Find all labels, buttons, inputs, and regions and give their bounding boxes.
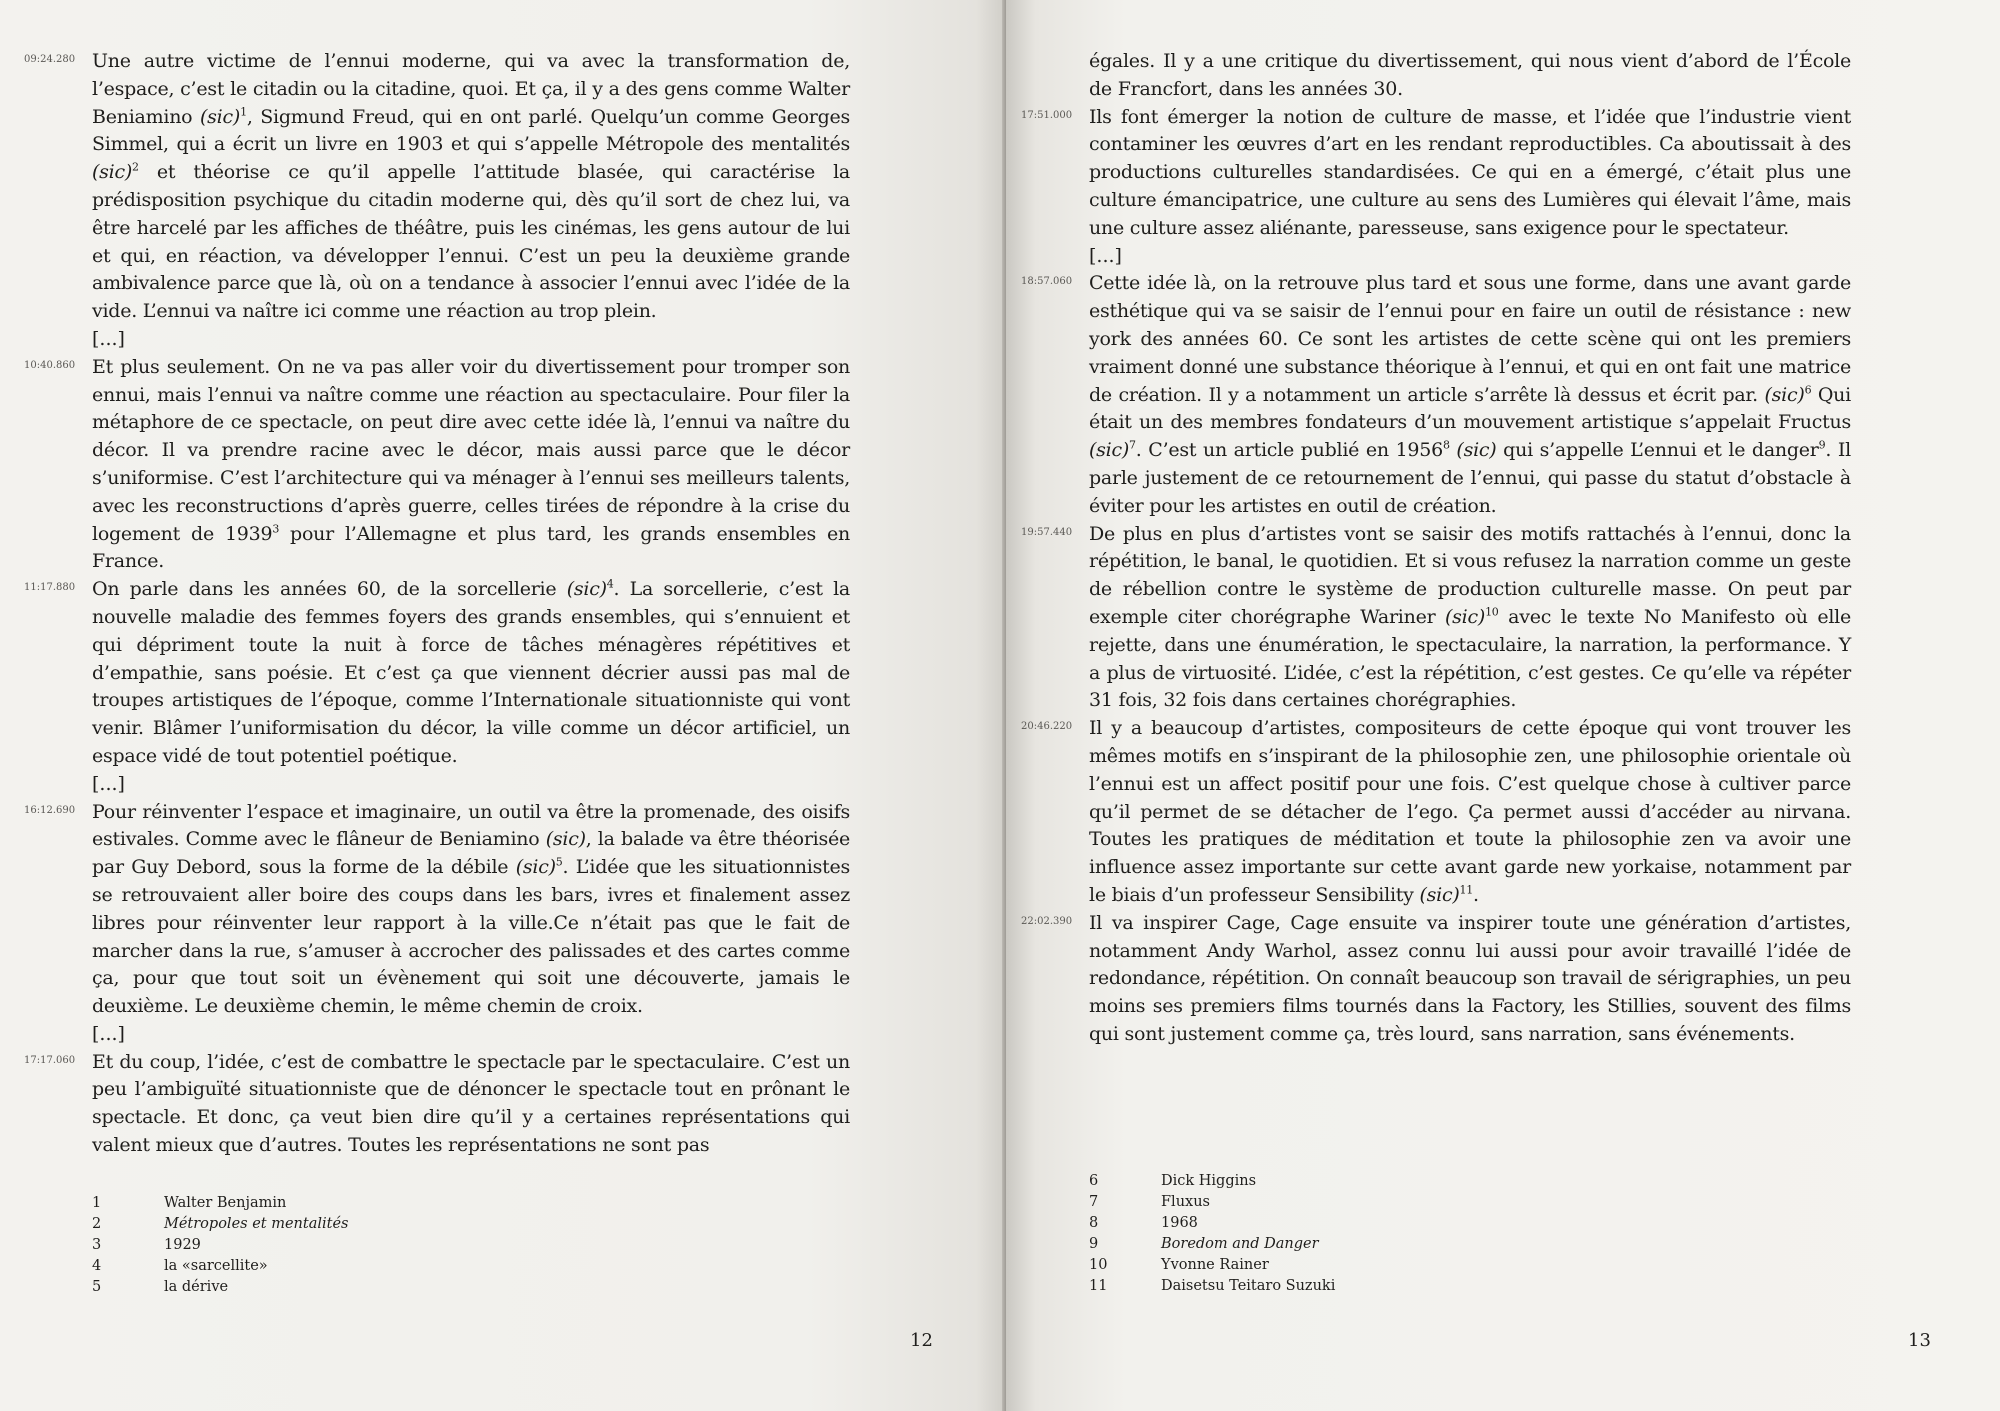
footnote (92, 1277, 348, 1298)
timecode: 20:46.220 (1021, 721, 1073, 733)
footnote-number: 4 (92, 1258, 102, 1274)
footnote-number: 8 (1089, 1215, 1099, 1231)
footnote-number: 1 (92, 1195, 102, 1211)
footnote-text: Boredom and Danger (1161, 1236, 1319, 1252)
footnote (1089, 1171, 1335, 1192)
transcript-paragraph (24, 1049, 850, 1160)
right-text-column (1021, 48, 1851, 1049)
footnote-text: la «sarcellite» (164, 1258, 268, 1274)
timecode: 11:17.880 (24, 582, 76, 594)
footnote (1089, 1234, 1335, 1255)
footnote-text: Dick Higgins (1161, 1173, 1257, 1189)
ellipsis-marker: [...] (92, 772, 125, 795)
paragraph-text: Il va inspirer Cage, Cage ensuite va inspirer toute une génération d’artistes, notamment Andy Warhol, assez connu lui aussi pour avoir travaillé l’idée de redondance, répétition. On connaît beaucoup son travail de sérigraphies, un peu moins ses premiers films tournés dans la Factory, les Stillies, souvent des films qui sont justement comme ça, très lourd, sans narration, sans événements. (1089, 911, 1851, 1045)
footnote-text: Métropoles et mentalités (164, 1216, 349, 1232)
paragraph-text: égales. Il y a une critique du divertissement, qui nous vient d’abord de l’École de Francfort, dans les années 30. (1089, 50, 1851, 100)
footnote (92, 1193, 348, 1214)
footnote (1089, 1255, 1335, 1276)
transcript-paragraph (1089, 48, 1851, 104)
transcript-paragraph (24, 576, 850, 771)
left-footnotes (92, 1193, 348, 1298)
right-page-number: 13 (1908, 1330, 1931, 1351)
footnote (92, 1235, 348, 1256)
footnote-number: 11 (1089, 1278, 1108, 1294)
footnote (92, 1256, 348, 1277)
timecode: 18:57.060 (1021, 276, 1073, 288)
footnote (1089, 1192, 1335, 1213)
transcript-paragraph (1021, 910, 1851, 1049)
footnote-text: 1929 (164, 1237, 201, 1253)
footnote-number: 5 (92, 1279, 102, 1295)
footnote-text: la dérive (164, 1279, 229, 1295)
transcript-paragraph (24, 354, 850, 576)
paragraph-text: Ils font émerger la notion de culture de masse, et l’idée que l’industrie vient contaminer les œuvres d’art en les rendant reproductibles. Ca aboutissait à des productions culturelles standardisées. Ce qui en a émergé, c’était plus une culture émancipatrice, une culture au sens des Lumières qui élevait l’âme, mais une culture assez aliénante, paresseuse, sans exigence pour le spectateur. (1089, 105, 1851, 239)
footnote-number: 9 (1089, 1236, 1099, 1252)
paragraph-text: Et plus seulement. On ne va pas aller voir du divertissement pour tromper son ennui, mais l’ennui va naître comme une réaction au spectaculaire. Pour filer la métaphore de ce spectacle, on peut dire avec cette idée là, l’ennui va naître du décor. Il va prendre racine avec le décor, mais aussi parce que le décor s’uniformise. C’est l’architecture qui va ménager à l’ennui ses meilleurs talents, avec les reconstructions d’après guerre, celles tirées de répondre à la crise du logement de 1939$^3$ pour l’Allemagne et plus tard, les grands ensembles en France. (92, 355, 850, 573)
transcript-paragraph (1021, 270, 1851, 520)
footnote-text: Yvonne Rainer (1161, 1257, 1269, 1273)
paragraph-text: Il y a beaucoup d’artistes, compositeurs de cette époque qui vont trouver les mêmes motifs en s’inspirant de la philosophie zen, une philosophie orientale où l’ennui est un affect positif pour une fois. C’est quelque chose à cultiver parce qu’il permet de se détacher de l’ego. Ça permet aussi d’accéder au nirvana. Toutes les pratiques de méditation et toute la philosophie zen va avoir une influence assez importante sur cette avant garde new yorkaise, notamment par le biais d’un professeur Sensibility (sic)$^{11}$. (1089, 717, 1851, 906)
timecode: 16:12.690 (24, 804, 76, 816)
footnote-number: 2 (92, 1216, 102, 1232)
ellipsis-marker: [...] (92, 1022, 125, 1045)
right-footnotes (1089, 1171, 1335, 1297)
paragraph-text: Pour réinventer l’espace et imaginaire, un outil va être la promenade, des oisifs estivales. Comme avec le flâneur de Beniamino (sic), la balade va être théorisée par Guy Debord, sous la forme de la débile (sic)$^5$. L’idée que les situationnistes se retrouvaient aller boire des coups dans les bars, ivres et finalement assez libres pour réinventer leur rapport à la ville.Ce n’était pas que le fait de marcher dans la rue, s’amuser à accrocher des palissades et des cartes comme ça, pour que tout soit un évènement qui soit une découverte, jamais le deuxième. Le deuxième chemin, le même chemin de croix. (92, 800, 850, 1018)
footnote-number: 3 (92, 1237, 102, 1253)
timecode: 17:17.060 (24, 1054, 76, 1066)
footnote (1089, 1213, 1335, 1234)
transcript-paragraph (24, 799, 850, 1021)
transcript-paragraph (1021, 104, 1851, 243)
footnote (92, 1214, 348, 1235)
footnote-text: 1968 (1161, 1215, 1198, 1231)
timecode: 09:24.280 (24, 54, 76, 65)
paragraph-text: Et du coup, l’idée, c’est de combattre le spectacle par le spectaculaire. C’est un peu l’ambiguïté situationniste que de dénoncer le spectacle tout en prônant le spectacle. Et donc, ça veut bien dire qu’il y a certaines représentations qui valent mieux que d’autres. Toutes les représentations ne sont pas (92, 1050, 850, 1157)
paragraph-text: On parle dans les années 60, de la sorcellerie (sic)$^4$. La sorcellerie, c’est la nouvelle maladie des femmes foyers des grands ensembles, qui s’ennuient et qui dépriment toute la nuit à force de tâches ménagères répétitives et d’empathie, sans poésie. Et c’est ça que viennent décrier aussi pas mal de troupes artistiques de l’époque, comme l’Internationale situationniste qui vont venir. Blâmer l’uniformisation du décor, la ville comme un décor artificiel, un espace vidé de tout potentiel poétique. (92, 577, 850, 767)
timecode: 17:51.000 (1021, 109, 1073, 121)
footnote-number: 10 (1089, 1257, 1108, 1273)
paragraph-text: De plus en plus d’artistes vont se saisir des motifs rattachés à l’ennui, donc la répétition, le banal, le quotidien. Et si vous refusez la narration comme un geste de rébellion contre le système de production culturelle masse. On peut par exemple citer chorégraphe Wariner (sic)$^{10}$ avec le texte No Manifesto où elle rejette, dans une énumération, le spectaculaire, la narration, la performance. Y a plus de virtuosité. L’idée, c’est la répétition, c’est gestes. Ce qu’elle va répéter 31 fois, 32 fois dans certaines chorégraphies. (1089, 522, 1851, 712)
transcript-paragraph (1021, 521, 1851, 716)
ellipsis-marker: [...] (1089, 244, 1122, 267)
ellipsis-marker: [...] (92, 327, 125, 350)
transcript-paragraph (1021, 715, 1851, 910)
paragraph-text: Cette idée là, on la retrouve plus tard et sous une forme, dans une avant garde esthétique qui va se saisir de l’ennui pour en faire un outil de résistance : new york des années 60. Ce sont les artistes de cette scène qui ont les premiers vraiment donné une substance théorique à l’ennui, et qui en ont fait une matrice de création. Il y a notamment un article s’arrête là dessus et écrit par. (sic)$^6$ Qui était un des membres fondateurs d’un mouvement artistique s’appelait Fructus (sic)$^7$. C’est un article publié en 1956$^8$ (sic) qui s’appelle L’ennui et le danger$^9$. Il parle justement de ce retournement de l’ennui, qui passe du statut d’obstacle à éviter pour les artistes en outil de création. (1089, 272, 1851, 517)
footnote-text: Walter Benjamin (164, 1195, 287, 1211)
left-page-number: 12 (910, 1330, 933, 1351)
right-page (1006, 0, 2000, 1411)
timecode: 19:57.440 (1021, 526, 1073, 538)
footnote-number: 7 (1089, 1194, 1099, 1210)
timecode: 10:40.860 (24, 359, 76, 371)
timecode: 22:02.390 (1021, 915, 1073, 927)
footnote-number: 6 (1089, 1173, 1099, 1189)
left-text-column (24, 48, 850, 1160)
transcript-paragraph (24, 48, 850, 326)
footnote-text: Fluxus (1161, 1194, 1210, 1210)
footnote (1089, 1276, 1335, 1297)
footnote-text: Daisetsu Teitaro Suzuki (1161, 1278, 1336, 1294)
paragraph-text: Une autre victime de l’ennui moderne, qui va avec la transformation de, l’espace, c’est le citadin ou la citadine, quoi. Et ça, il y a des gens comme Walter Beniamino (sic)$^1$, Sigmund Freud, qui en ont parlé. Quelqu’un comme Georges Simmel, qui a écrit un livre en 1903 et qui s’appelle Métropole des mentalités (sic)$^2$ et théorise ce qu’il appelle l’attitude blasée, qui caractérise la prédisposition psychique du citadin moderne qui, dès qu’il sort de chez lui, va être harcelé par les affiches de théâtre, puis les cinémas, les gens autour de lui et qui, en réaction, va développer l’ennui. C’est un peu la deuxième grande ambivalence parce que là, où on a tendance à associer l’ennui avec l’idée de la vide. L’ennui va naître ici comme une réaction au trop plein. (92, 50, 850, 323)
